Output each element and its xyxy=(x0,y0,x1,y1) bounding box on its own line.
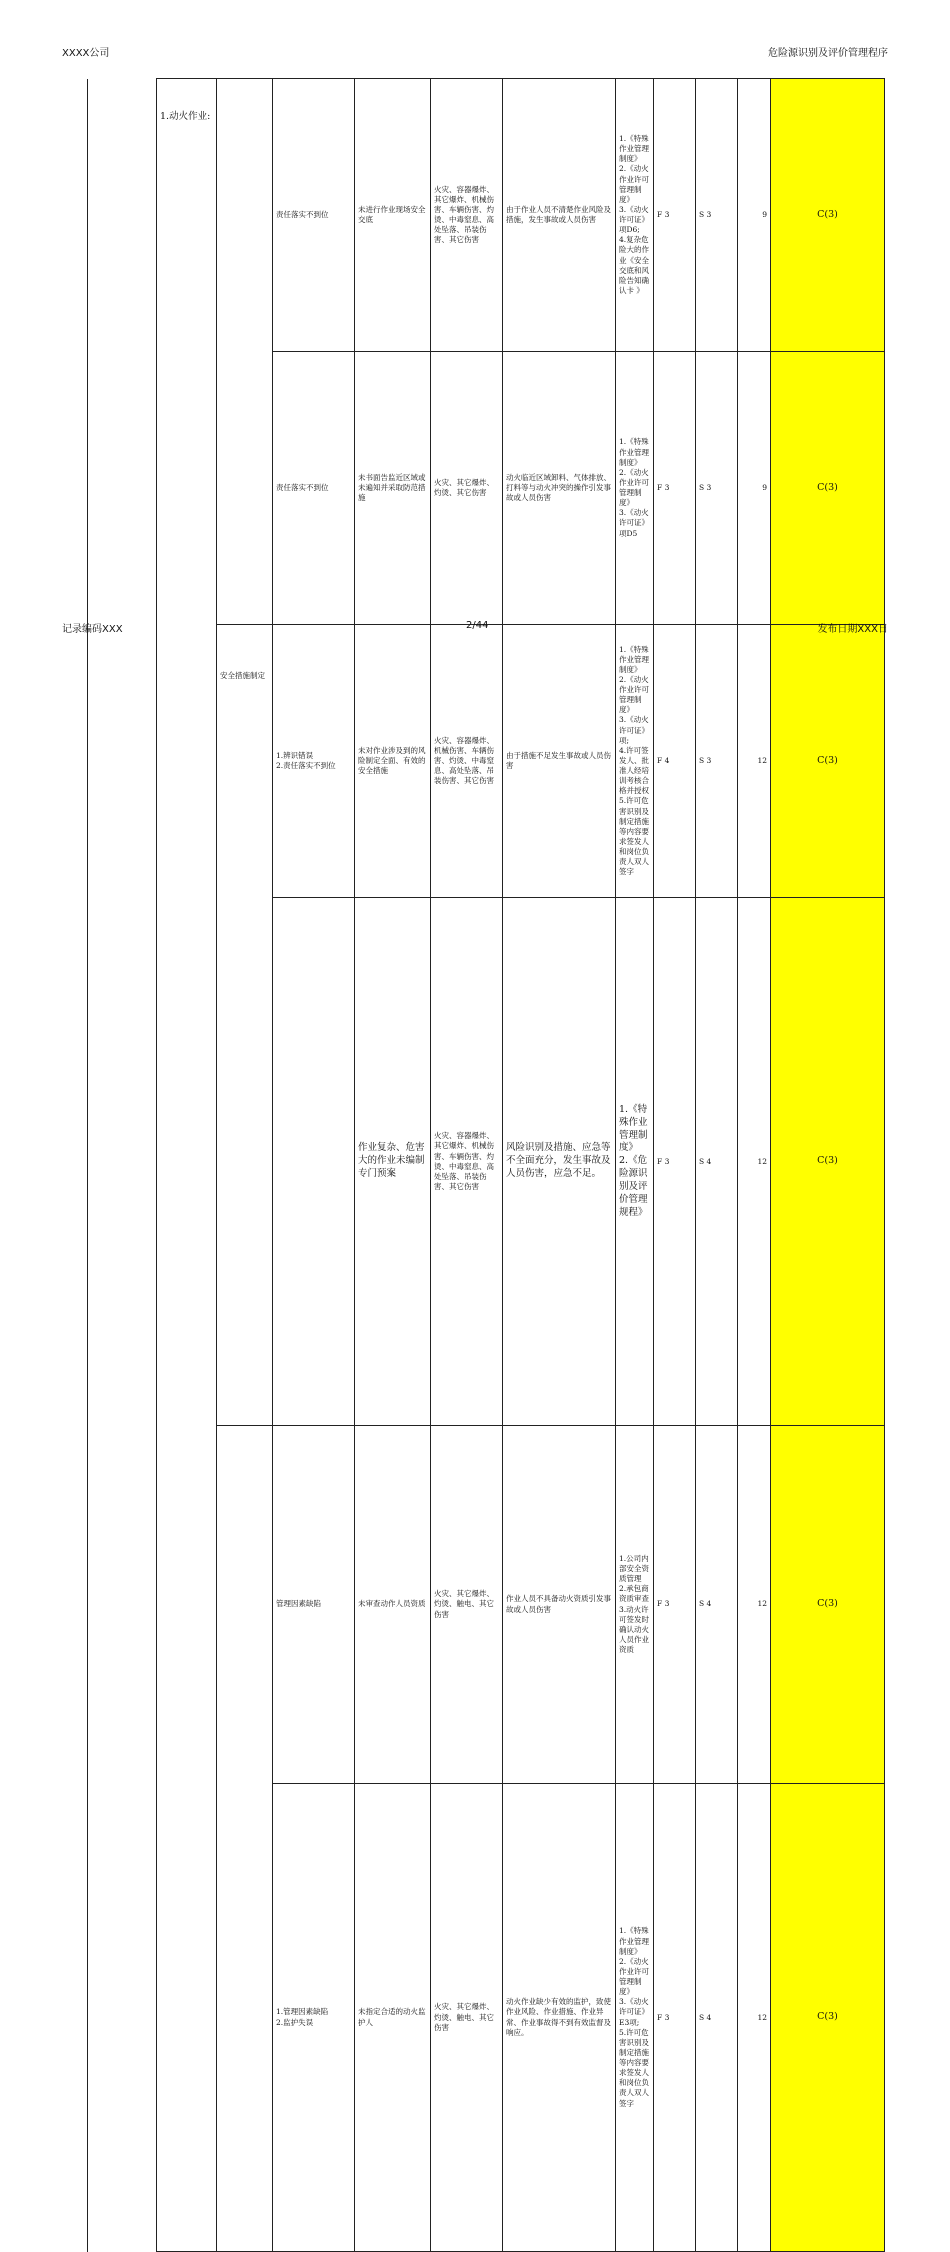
consequence-cell: 风险识别及措施、应急等不全面充分，发生事故及人员伤害，应急不足。 xyxy=(503,898,616,1426)
activity-cell: 1.动火作业: xyxy=(157,79,217,2252)
consequence-cell: 作业人员不具备动火资质引发事故或人员伤害 xyxy=(503,1426,616,1783)
hazard-cell: 未进行作业现场安全交底 xyxy=(355,79,431,352)
accident-cell: 火灾、其它爆炸、灼烫、其它伤害 xyxy=(431,352,503,625)
measures-cell: 1.公司内部安全资质管理 2.承包商资质审查 3.动火许可签发时确认动火人员作业资质 xyxy=(616,1426,654,1783)
s-value: S 4 xyxy=(696,1783,738,2252)
f-value: F 3 xyxy=(654,352,696,625)
consequence-cell: 动火作业缺少有效的监护，致使作业风险、作业措施、作业异常、作业事故得不到有效监督及响应。 xyxy=(503,1783,616,2252)
accident-cell: 火灾、其它爆炸、灼烫、触电、其它伤害 xyxy=(431,1426,503,1783)
rating-badge: C(3) xyxy=(771,1426,885,1783)
defect-cell: 1.辨识错误 2.责任落实不到位 xyxy=(273,625,355,898)
s-value: S 4 xyxy=(696,898,738,1426)
s-value: S 3 xyxy=(696,352,738,625)
category-cell xyxy=(217,352,273,625)
score-value: 12 xyxy=(738,898,771,1426)
rating-badge: C(3) xyxy=(771,1783,885,2252)
table-row xyxy=(88,79,885,352)
risk-assessment-table xyxy=(87,78,885,2252)
accident-cell: 火灾、容器爆炸、机械伤害、车辆伤害、灼烫、中毒窒息、高处坠落、吊装伤害、其它伤害 xyxy=(431,625,503,898)
rating-badge: C(3) xyxy=(771,352,885,625)
hazard-cell: 未书面告监近区域或未遍知并采取防范措施 xyxy=(355,352,431,625)
consequence-cell: 动火临近区域卸料、气体排放、打料等与动火冲突的操作引发事故或人员伤害 xyxy=(503,352,616,625)
score-value: 12 xyxy=(738,625,771,898)
defect-cell: 责任落实不到位 xyxy=(273,352,355,625)
f-value: F 3 xyxy=(654,898,696,1426)
record-code: 记录编码XXX xyxy=(62,624,123,635)
publish-date: 发布日期XXX日 xyxy=(817,624,888,635)
accident-cell: 火灾、其它爆炸、灼烫、触电、其它伤害 xyxy=(431,1783,503,2252)
score-value: 9 xyxy=(738,79,771,352)
category-cell xyxy=(217,1426,273,1783)
f-value: F 3 xyxy=(654,1783,696,2252)
category-cell: 安全措施制定 xyxy=(217,625,273,1426)
measures-cell: 1.《特殊作业管理制度》 2.《动火作业许可管理制度》 3.《动火许可证》项; 4.许可签发人、批准人经培训考核合格并授权 5.许可危害识别及制定措施等内容要求签发人和岗位负责人双人签字 xyxy=(616,625,654,898)
f-value: F 3 xyxy=(654,79,696,352)
measures-cell: 1.《特殊作业管理制度》 2.《危险源识别及评价管理规程》 xyxy=(616,898,654,1426)
category-cell xyxy=(217,79,273,352)
document-title: 危险源识别及评价管理程序 xyxy=(768,48,888,59)
hazard-cell: 未指定合适的动火监护人 xyxy=(355,1783,431,2252)
f-value: F 4 xyxy=(654,625,696,898)
rating-badge: C(3) xyxy=(771,79,885,352)
measures-cell: 1.《特殊作业管理制度》 2.《动火作业许可管理制度》 3.《动火许可证》项D6; 4.复杂危险大的作业《安全交底和风险告知确认卡 》 xyxy=(616,79,654,352)
page-number: 2/44 xyxy=(466,620,489,631)
hazard-cell: 未对作业涉及到的风险制定全面、有效的安全措施 xyxy=(355,625,431,898)
f-value: F 3 xyxy=(654,1426,696,1783)
measures-cell: 1.《特殊作业管理制度》 2.《动火作业许可管理制度》 3.《动火许可证》项D5 xyxy=(616,352,654,625)
rating-badge: C(3) xyxy=(771,898,885,1426)
score-value: 9 xyxy=(738,352,771,625)
defect-cell: 责任落实不到位 xyxy=(273,79,355,352)
hazard-cell: 作业复杂、危害大的作业未编制专门预案 xyxy=(355,898,431,1426)
rating-badge: C(3) xyxy=(771,625,885,898)
s-value: S 3 xyxy=(696,625,738,898)
score-value: 12 xyxy=(738,1426,771,1783)
consequence-cell: 由于措施不足发生事故或人员伤害 xyxy=(503,625,616,898)
category-cell xyxy=(217,1783,273,2252)
hazard-cell: 未审查动作人员资质 xyxy=(355,1426,431,1783)
accident-cell: 火灾、容器爆炸、其它爆炸、机械伤害、车辆伤害、灼烫、中毒窒息、高处坠落、吊装伤害、其它伤害 xyxy=(431,898,503,1426)
s-value: S 4 xyxy=(696,1426,738,1783)
company-name: XXXX公司 xyxy=(62,48,110,59)
score-value: 12 xyxy=(738,1783,771,2252)
defect-cell: 管理因素缺陷 xyxy=(273,1426,355,1783)
defect-cell: 1.管理因素缺陷 2.监护失误 xyxy=(273,1783,355,2252)
consequence-cell: 由于作业人员不清楚作业风险及措施，发生事故或人员伤害 xyxy=(503,79,616,352)
accident-cell: 火灾、容器爆炸、其它爆炸、机械伤害、车辆伤害、灼烫、中毒窒息、高处坠落、吊装伤害、其它伤害 xyxy=(431,79,503,352)
s-value: S 3 xyxy=(696,79,738,352)
measures-cell: 1.《特殊作业管理制度》 2.《动火作业许可管理制度》 3.《动火许可证》E3项; 5.许可危害识别及制定措施等内容要求签发人和岗位负责人双人签字 xyxy=(616,1783,654,2252)
defect-cell xyxy=(273,898,355,1426)
